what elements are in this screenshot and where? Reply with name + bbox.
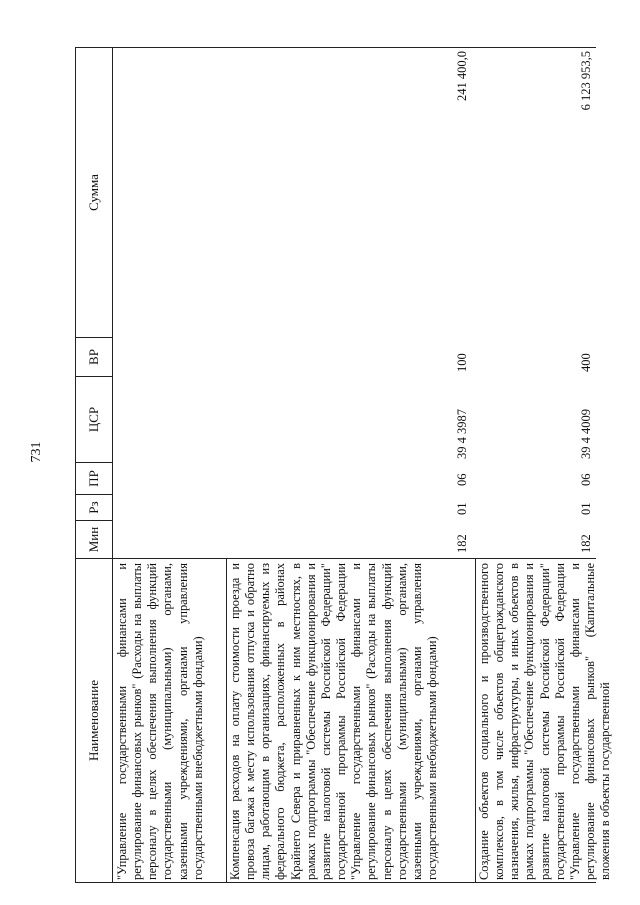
table-right-border [112,47,596,48]
header-rz [75,494,113,521]
table-row-csr: 39 4 3987 [455,409,469,459]
header-pr [75,462,113,495]
row-divider [226,558,227,883]
page-number: 731 [29,441,44,463]
table-row-rz: 01 [455,502,469,515]
header-min [75,520,113,559]
document-page [75,25,613,883]
header-csr-label: ЦСР [86,406,101,433]
header-vr [75,337,113,377]
table-row-pr: 06 [579,473,593,486]
table-row-rz: 01 [579,502,593,515]
budget-table [75,47,613,883]
table-row-name: "Управление государственными финансами и регулирование финансовых рынков" (Расходы на выплаты персоналу в целях обеспечения выполнения функций государственными (муниципальными) органами, казенными учреждениями, органами управления государственными внебюджетными фондами) [115,563,205,880]
header-rz-label: Рз [86,501,101,514]
table-row-name: Компенсация расходов на оплату стоимости проезда и провоза багажа к месту использования отпуска и обратно лицам, работающим в организациях, финансируемых из федерального бюджета, расположенных в районах Крайнего Севера и приравненных к ним местностях, в рамках подпрограммы "Обеспечение функционирования и развитие налоговой системы Российской Федерации" государственной программы Российской Федерации "Управление государственными финансами и регулирование финансовых рынков" (Расходы на выплаты персоналу в целях обеспечения выполнения функций государственными (муниципальными) органами, казенными учреждениями, органами управления государственными внебюджетными фондами) [228,563,440,880]
header-pr-label: ПР [86,470,101,487]
header-vr-label: ВР [86,349,101,365]
header-csr [75,376,113,463]
table-row-sum: 241 400,0 [455,51,469,101]
table-row-vr: 100 [455,353,469,372]
table-row-pr: 06 [455,473,469,486]
table-left-border [112,882,596,883]
rotated-content [75,25,613,883]
header-name [75,558,113,883]
header-sum [75,47,113,338]
header-name-label: Наименование [86,680,101,761]
header-min-label: Мин [86,526,101,553]
row-divider [475,558,476,883]
table-row-csr: 39 4 4009 [579,409,593,459]
header-sum-label: Сумма [86,174,101,211]
table-row-name: Создание объектов социального и производственного комплексов, в том числе объектов общегражданского назначения, жилья, инфраструктуры, и иных объектов в рамках подпрограммы "Обеспечение функционирования и развитие налоговой системы Российской Федерации" государственной программы Российской Федерации "Управление государственными финансами и регулирование финансовых рынков" (Капитальные вложения в объекты государственной [477,563,613,880]
name-column-divider [112,558,596,559]
table-row-min: 182 [455,534,469,553]
table-row-sum: 6 123 953,5 [579,51,593,111]
table-row-vr: 400 [579,353,593,372]
table-row-min: 182 [579,534,593,553]
